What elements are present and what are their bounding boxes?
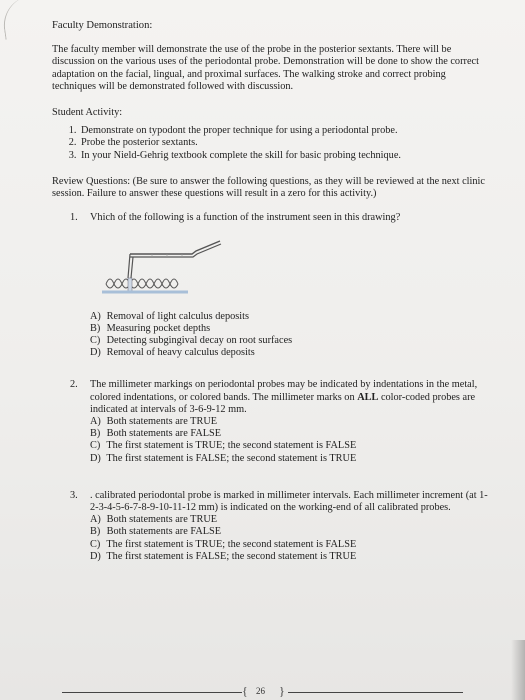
periodontal-probe-drawing xyxy=(92,236,222,298)
question-text: Vhich of the following is a function of the instrument seen in this drawing? xyxy=(90,212,401,224)
answer-option[interactable]: D) The first statement is FALSE; the second statement is TRUE xyxy=(90,452,357,464)
page-content xyxy=(52,20,492,563)
footer-bracket-left: { xyxy=(242,684,248,698)
question-3 xyxy=(52,490,492,563)
student-activity-heading: Student Activity: xyxy=(52,107,123,119)
emphasis-all: ALL xyxy=(357,391,379,403)
activity-item: 1. Demonstrate on typodont the proper technique for using a periodontal probe. xyxy=(79,125,492,137)
answer-option[interactable]: A) Both statements are TRUE xyxy=(90,514,218,526)
answer-options xyxy=(90,416,492,465)
answer-option[interactable]: D) The first statement is FALSE; the second statement is TRUE xyxy=(90,550,357,562)
answer-option[interactable]: C) The first statement is TRUE; the second statement is FALSE xyxy=(90,440,357,452)
question-text: The millimeter markings on periodontal probes may be indicated by indentations in the metal, colored indentations, or colored bands. The millimeter marks on ALL color-coded probes are indicated at intervals of 3-6-9-12 mm. xyxy=(90,379,478,415)
question-number: 2. xyxy=(70,379,78,391)
answer-option[interactable]: B) Measuring pocket depths xyxy=(90,322,211,334)
activity-item: 2. Probe the posterior sextants. xyxy=(79,137,492,149)
answer-option[interactable]: B) Both statements are FALSE xyxy=(90,526,222,538)
answer-option[interactable]: D) Removal of heavy calculus deposits xyxy=(90,347,255,359)
intro-paragraph: The faculty member will demonstrate the use of the probe in the posterior sextants. There will be discussion on the various uses of the periodontal probe. Demonstration will be done to show the correct adaptation on the facial, lingual, and proximal surfaces. The walking stroke and correct probing techniques will be demonstrated followed with discussion. xyxy=(52,44,479,92)
question-text: . calibrated periodontal probe is marked in millimeter intervals. Each millimeter increment (at 1-2-3-4-5-6-7-8-9-10-11-12 mm) is indicated on the working-end of all calibrated probes. xyxy=(90,489,488,514)
answer-option[interactable]: C) The first statement is TRUE; the second statement is FALSE xyxy=(90,538,357,550)
review-questions-intro: Review Questions: (Be sure to answer the following questions, as they will be reviewed at the next clinic session. Failure to answer these questions will result in a zero for this activity.) xyxy=(52,175,485,200)
answer-option[interactable]: B) Both statements are FALSE xyxy=(90,428,222,440)
question-number: 1. xyxy=(70,212,78,224)
answer-option[interactable]: C) Detecting subgingival decay on root surfaces xyxy=(90,335,293,347)
activity-item: 3. In your Nield-Gehrig textbook complete the skill for basic probing technique. xyxy=(79,150,492,162)
page-shadow xyxy=(511,640,525,700)
footer-rule-right xyxy=(288,692,463,693)
question-1 xyxy=(52,212,492,359)
page-heading: Faculty Demonstration: xyxy=(52,20,153,31)
page-number: 26 xyxy=(256,686,265,696)
footer-rule-left xyxy=(62,692,242,693)
footer-bracket-right: } xyxy=(279,684,285,698)
answer-options xyxy=(90,311,492,360)
answer-options xyxy=(90,514,492,563)
question-number: 3. xyxy=(70,489,78,501)
question-2 xyxy=(52,379,492,464)
answer-option[interactable]: A) Both statements are TRUE xyxy=(90,416,218,428)
student-activity-list xyxy=(52,125,492,162)
answer-option[interactable]: A) Removal of light calculus deposits xyxy=(90,310,249,322)
